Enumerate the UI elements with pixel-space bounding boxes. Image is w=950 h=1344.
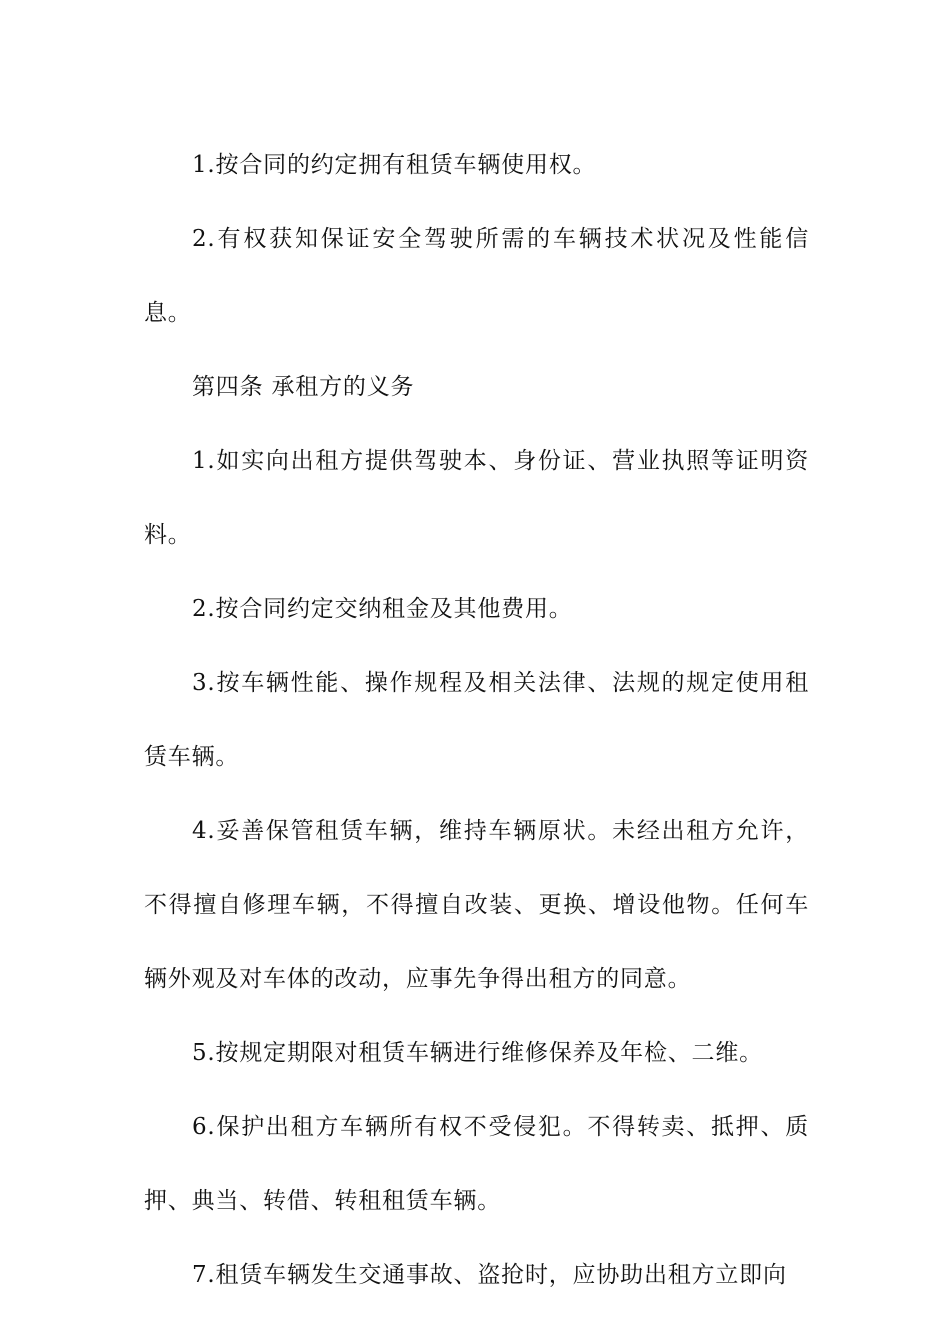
paragraph-duty-6: 6.保护出租方车辆所有权不受侵犯。不得转卖、抵押、质押、典当、转借、转租租赁车辆。 — [144, 1114, 809, 1214]
paragraph-duty-1: 1.如实向出租方提供驾驶本、身份证、营业执照等证明资料。 — [144, 448, 809, 548]
paragraph-duty-7: 7.租赁车辆发生交通事故、盗抢时，应协助出租方立即向 — [192, 1262, 787, 1288]
paragraph-duty-5: 5.按规定期限对租赁车辆进行维修保养及年检、二维。 — [192, 1040, 763, 1066]
section-heading-article-4: 第四条 承租方的义务 — [192, 374, 415, 400]
paragraph-duty-2: 2.按合同约定交纳租金及其他费用。 — [192, 596, 573, 622]
document-body — [144, 128, 809, 1312]
paragraph-right-1: 1.按合同的约定拥有租赁车辆使用权。 — [192, 152, 597, 178]
paragraph-right-2: 2.有权获知保证安全驾驶所需的车辆技术状况及性能信息。 — [144, 226, 809, 326]
paragraph-duty-3: 3.按车辆性能、操作规程及相关法律、法规的规定使用租赁车辆。 — [144, 670, 809, 770]
paragraph-duty-4: 4.妥善保管租赁车辆，维持车辆原状。未经出租方允许，不得擅自修理车辆，不得擅自改装、更换、增设他物。任何车辆外观及对车体的改动，应事先争得出租方的同意。 — [144, 818, 809, 992]
